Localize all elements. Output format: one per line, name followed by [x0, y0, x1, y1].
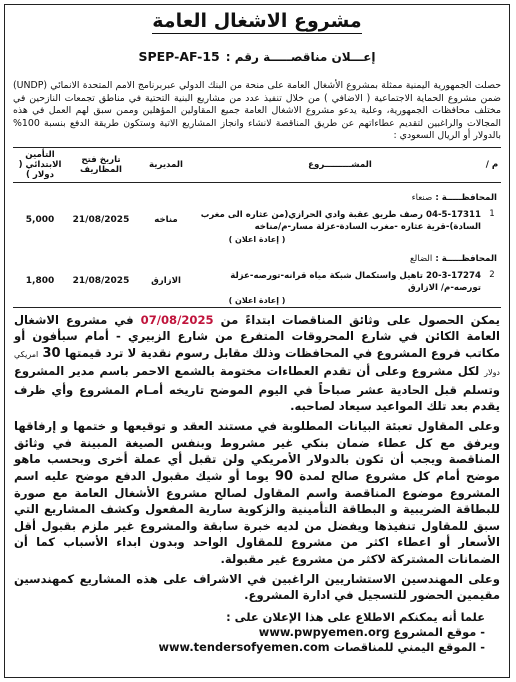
row-date: 21/08/2025 [72, 275, 130, 286]
header-guarantee: التأمين الابتدائي ( دولار ) [18, 149, 62, 180]
governorate-line [13, 193, 501, 203]
row-num: 1 [489, 208, 495, 219]
footer-site-1 [5, 625, 485, 640]
fee-currency: امريكي دولار [14, 349, 500, 378]
site1-label: - موقع المشروع [393, 624, 485, 639]
retender-note: ( إعادة اعلان ) [228, 234, 286, 244]
row-num: 2 [489, 269, 495, 280]
documents-fee: 30 [42, 345, 61, 361]
table-header [13, 148, 501, 183]
p1-text-c: لكل مشروع وعلى أن تقدم العطاءات مختومة بالشمع الاحمر باسم مدير المشروع وتسلم قبل الحادية عشر صباحاً في اليوم الموضح تاريخه أمـام المشروع وأي ظرف يقدم بعد تلك المواعيد سيعاد لصاحبه. [14, 364, 500, 413]
row-directorate: الازارق [151, 275, 181, 286]
project-name: تاهيل واستكمال شبكة مياه قرانه-تورصه-عزلة تورصه-م/ الازارق [230, 270, 481, 293]
table-row [13, 270, 501, 294]
row-directorate: مناخه [154, 214, 178, 225]
group-dhale [13, 254, 501, 305]
intro-paragraph: حصلت الجمهورية اليمنية ممثلة بمشروع الأشغال العامة على منحة من البنك الدولي عبربرنامج الامم المتحدة الانمائي (UNDP) ضمن مشروع الحماية الاجتماعية ( الاضافي ) من خلال تنفيذ عدد من مشاريع البنية التحتية في مناطق تجمعات النازحين في مختلف محافظات الجمهورية، وعلية يدعو مشروع الاشغال العامة جميع المقاولين المؤهلين وممن سبق لهم العمل في هذه المجالات والراغبين لتقديم عطاءاتهم عن طريق المناقصة لانشاء وانجاز المشاريع الاتية وستكون طريقة الدفع بنسبة 100% بالدولار أو الريال السعودي : [13, 80, 501, 142]
footer-intro: علما أنه يمكنكم الاطلاع على هذا الإعلان على : [226, 609, 485, 624]
announcement-frame [4, 4, 510, 678]
p2-text-b: يوما أو شيك مقبول الدفع موضح عليه اسم المشروع موضوع المناقصة واسم المقاول لصالح مشروع الأشغال العامة مع صورة للبطاقة الضريبية و البطاقة التأمينية والزكوية سارية المفعول وكشف المشاريع التي سبق للمقاول تنفيذها ويفضل من لديه خبرة سابقة والمشروع غير ملزم بقبول أقل الأسعار أو اعطاء اكثر من مشروع للمقاول الواحد وبدون ابداء الأسباب كما أن الضمانات المشتركة لاكثر من مشروع غير مقبولة. [14, 468, 500, 566]
body-paragraph-3: وعلى المهندسين الاستشاريين الراغبين في الاشراف على هذه المشاريع كمهندسين مقيمين الحضور للتسجيل في ادارة المشروع. [14, 572, 500, 603]
row-date: 21/08/2025 [72, 214, 130, 225]
tender-code: SPEP-AF-15 [138, 49, 220, 64]
p1-text-a: يمكن الحصول على وثائق المناقصات ابتداءً من [220, 312, 500, 327]
row-guarantee: 1,800 [25, 275, 55, 286]
tender-label: إعـــلان مناقصـــــة رقم : [225, 50, 376, 64]
header-directorate: المديرية [149, 159, 183, 170]
guarantee-days: 90 [275, 468, 294, 484]
project-code: 20-3-17274 [426, 270, 481, 281]
footer [5, 610, 509, 655]
header-num: م / [485, 159, 499, 170]
tender-announcement [5, 48, 509, 66]
retender-note: ( إعادة اعلان ) [228, 295, 286, 305]
p2-text-a: وعلى المقاول تعبئة البيانات المطلوبة في مستند العقد و توقيعها و ختمها و إرفاقها ويرفق مع كل عطاء ضمان بنكي غير مشروط وبنفس الصيغة المبينة في وثائق المناقصة ويجب أن تكون بالدولار الأمريكي ولن تقبل أي عملة أخرى وبحسب ماهو موضح أمام كل مشروع صالح لمدة [14, 419, 500, 483]
site1-link[interactable]: www.pwpyemen.org [258, 624, 390, 639]
site2-label: - الموقع اليمني للمناقصات [333, 639, 485, 654]
project-name: رصف طريق عقبة وادي الحرازي(من عثاره الى مغرب السادة)-قرية عثاره -مغرب السادة-عزلة مسار-م/مناخه [200, 209, 481, 232]
header-project: المشـــــــــروع [308, 159, 372, 170]
gov-label: المحافظـــــة : [435, 253, 497, 264]
row-project [197, 270, 483, 294]
gov-label: المحافظـــــة : [435, 192, 497, 203]
group-sanaa [13, 193, 501, 244]
documents-start-date: 07/08/2025 [140, 312, 214, 327]
projects-table [13, 147, 501, 308]
body-paragraph-1 [5, 312, 509, 414]
gov-name: صنعاء [411, 192, 433, 203]
header-date: تاريخ فتح المظاريف [80, 154, 122, 175]
site2-link[interactable]: www.tendersofyemen.com [158, 639, 330, 654]
p1-text-b: في مشروع الاشغال العامة الكائن في شارع المحروقات المتفرع من شارع الزبيري - أمام سبأفون أو مكاتب فروع المشروع في المحافظات وذلك مقابل رسوم نقدية لا ترد قيمتها [14, 312, 500, 360]
project-code: 04-5-17311 [426, 209, 481, 220]
row-project [197, 209, 483, 233]
footer-site-2 [5, 640, 485, 655]
table-row [13, 209, 501, 233]
row-guarantee: 5,000 [25, 214, 55, 225]
gov-name: الضالع [410, 253, 433, 264]
page-title: مشروع الاشغال العامة [152, 10, 362, 32]
body-paragraph-2 [5, 418, 509, 567]
governorate-line [13, 254, 501, 264]
title-underline [152, 33, 362, 34]
